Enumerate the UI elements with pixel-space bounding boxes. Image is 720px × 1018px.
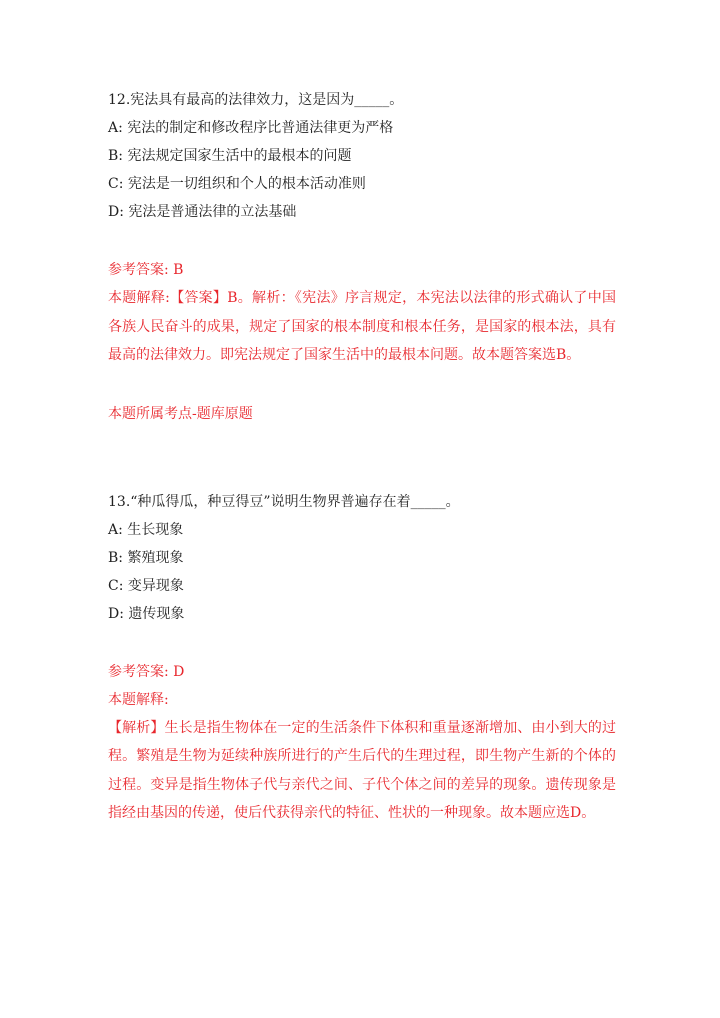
question-13-option-d: D: 遗传现象	[108, 605, 185, 622]
question-12-option-d: D: 宪法是普通法律的立法基础	[108, 204, 297, 220]
question-13	[108, 488, 628, 628]
question-12-option-a: A: 宪法的制定和修改程序比普通法律更为严格	[108, 120, 394, 136]
question-12-explanation: 本题解释:【答案】B。解析：《宪法》序言规定，本宪法以法律的形式确认了中国各族人民奋斗的成果，规定了国家的根本制度和根本任务，是国家的根本法，具有最高的法律效力。即宪法规定了国家生活中的最根本问题。故本题答案选B。	[108, 290, 616, 363]
document-page	[108, 86, 628, 828]
question-12-answer: 参考答案: B	[108, 262, 184, 278]
question-13-text: 13.“种瓜得瓜，种豆得豆”说明生物界普遍存在着_____。	[108, 493, 460, 510]
question-13-explanation: 【解析】生长是指生物体在一定的生活条件下体积和重量逐渐增加、由小到大的过程。繁殖是生物为延续种族所进行的产生后代的生理过程，即生物产生新的个体的过程。变异是指生物体子代与亲代之间、子代个体之间的差异的现象。遗传现象是指经由基因的传递，使后代获得亲代的特征、性状的一种现象。故本题应选D。	[108, 719, 616, 821]
question-12-option-b: B: 宪法规定国家生活中的最根本的问题	[108, 148, 352, 164]
question-12	[108, 86, 628, 226]
question-12-option-c: C: 宪法是一切组织和个人的根本活动准则	[108, 176, 366, 192]
question-13-option-a: A: 生长现象	[108, 521, 184, 538]
question-13-answer: 参考答案: D	[108, 663, 185, 680]
question-13-option-b: B: 繁殖现象	[108, 549, 184, 566]
question-13-option-c: C: 变异现象	[108, 577, 184, 594]
question-12-source: 本题所属考点-题库原题	[108, 405, 253, 422]
question-13-explanation-label: 本题解释:	[108, 691, 169, 708]
question-12-text: 12.宪法具有最高的法律效力，这是因为_____。	[108, 92, 404, 108]
